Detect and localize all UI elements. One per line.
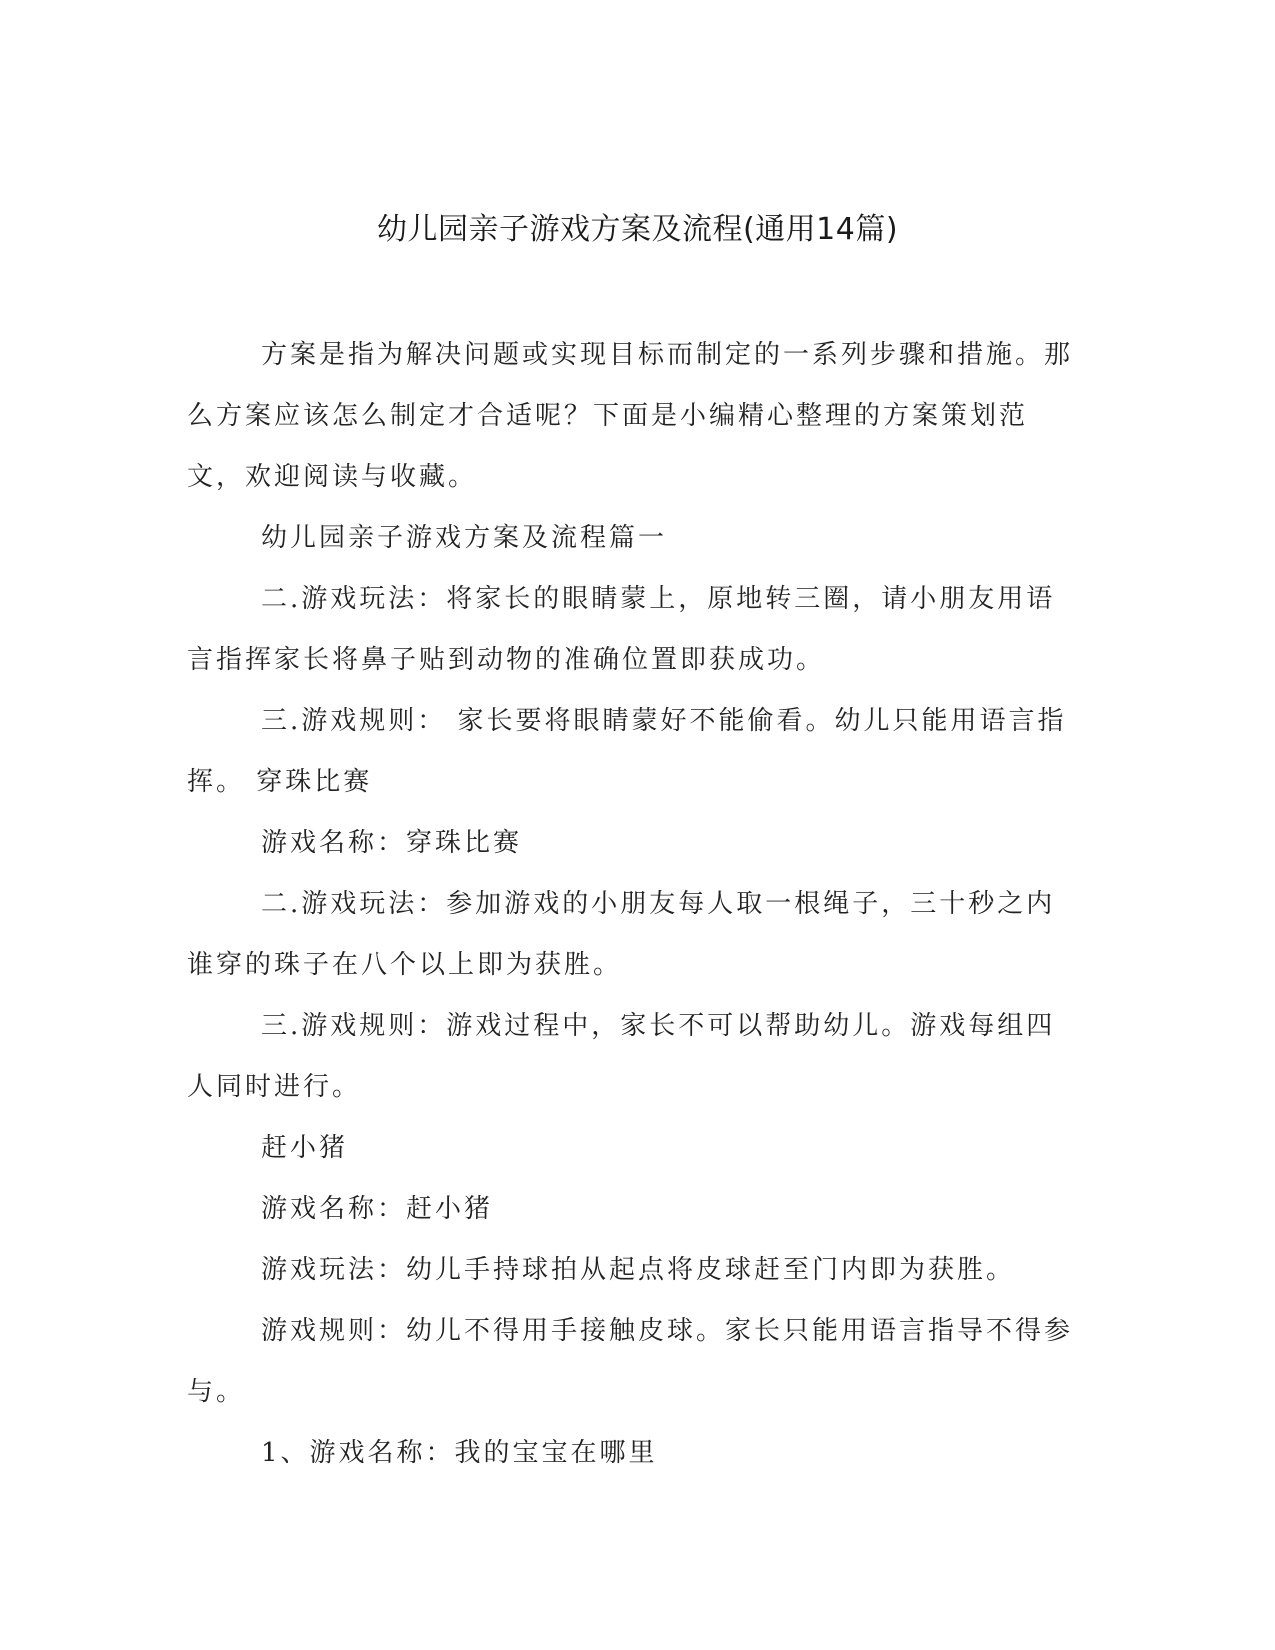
paragraph-intro: 方案是指为解决问题或实现目标而制定的一系列步骤和措施。那么方案应该怎么制定才合适呢？下面是小编精心整理的方案策划范文，欢迎阅读与收藏。 — [187, 340, 1074, 492]
paragraph-gameplay-3: 游戏玩法：幼儿手持球拍从起点将皮球赶至门内即为获胜。 — [261, 1255, 1016, 1285]
paragraph-gameplay-1: 二.游戏玩法：将家长的眼睛蒙上，原地转三圈，请小朋友用语言指挥家长将鼻子贴到动物的准确位置即获成功。 — [187, 584, 1056, 675]
paragraph-section-heading: 幼儿园亲子游戏方案及流程篇一 — [261, 523, 668, 553]
paragraph-game-title-2: 赶小猪 — [261, 1133, 349, 1163]
paragraph-game-name-1: 游戏名称：穿珠比赛 — [261, 828, 523, 858]
paragraph-rules-1: 三.游戏规则： 家长要将眼睛蒙好不能偷看。幼儿只能用语言指挥。 穿珠比赛 — [187, 706, 1067, 797]
paragraph-game-name-2: 游戏名称：赶小猪 — [261, 1194, 494, 1224]
document-body — [187, 325, 1077, 1484]
paragraph-game-name-3: 1、游戏名称：我的宝宝在哪里 — [261, 1438, 658, 1468]
paragraph-rules-2: 三.游戏规则：游戏过程中，家长不可以帮助幼儿。游戏每组四人同时进行。 — [187, 1011, 1056, 1102]
paragraph-gameplay-2: 二.游戏玩法：参加游戏的小朋友每人取一根绳子，三十秒之内谁穿的珠子在八个以上即为获胜。 — [187, 889, 1056, 980]
paragraph-rules-3: 游戏规则：幼儿不得用手接触皮球。家长只能用语言指导不得参与。 — [187, 1316, 1074, 1407]
document-title: 幼儿园亲子游戏方案及流程(通用14篇) — [376, 212, 899, 247]
